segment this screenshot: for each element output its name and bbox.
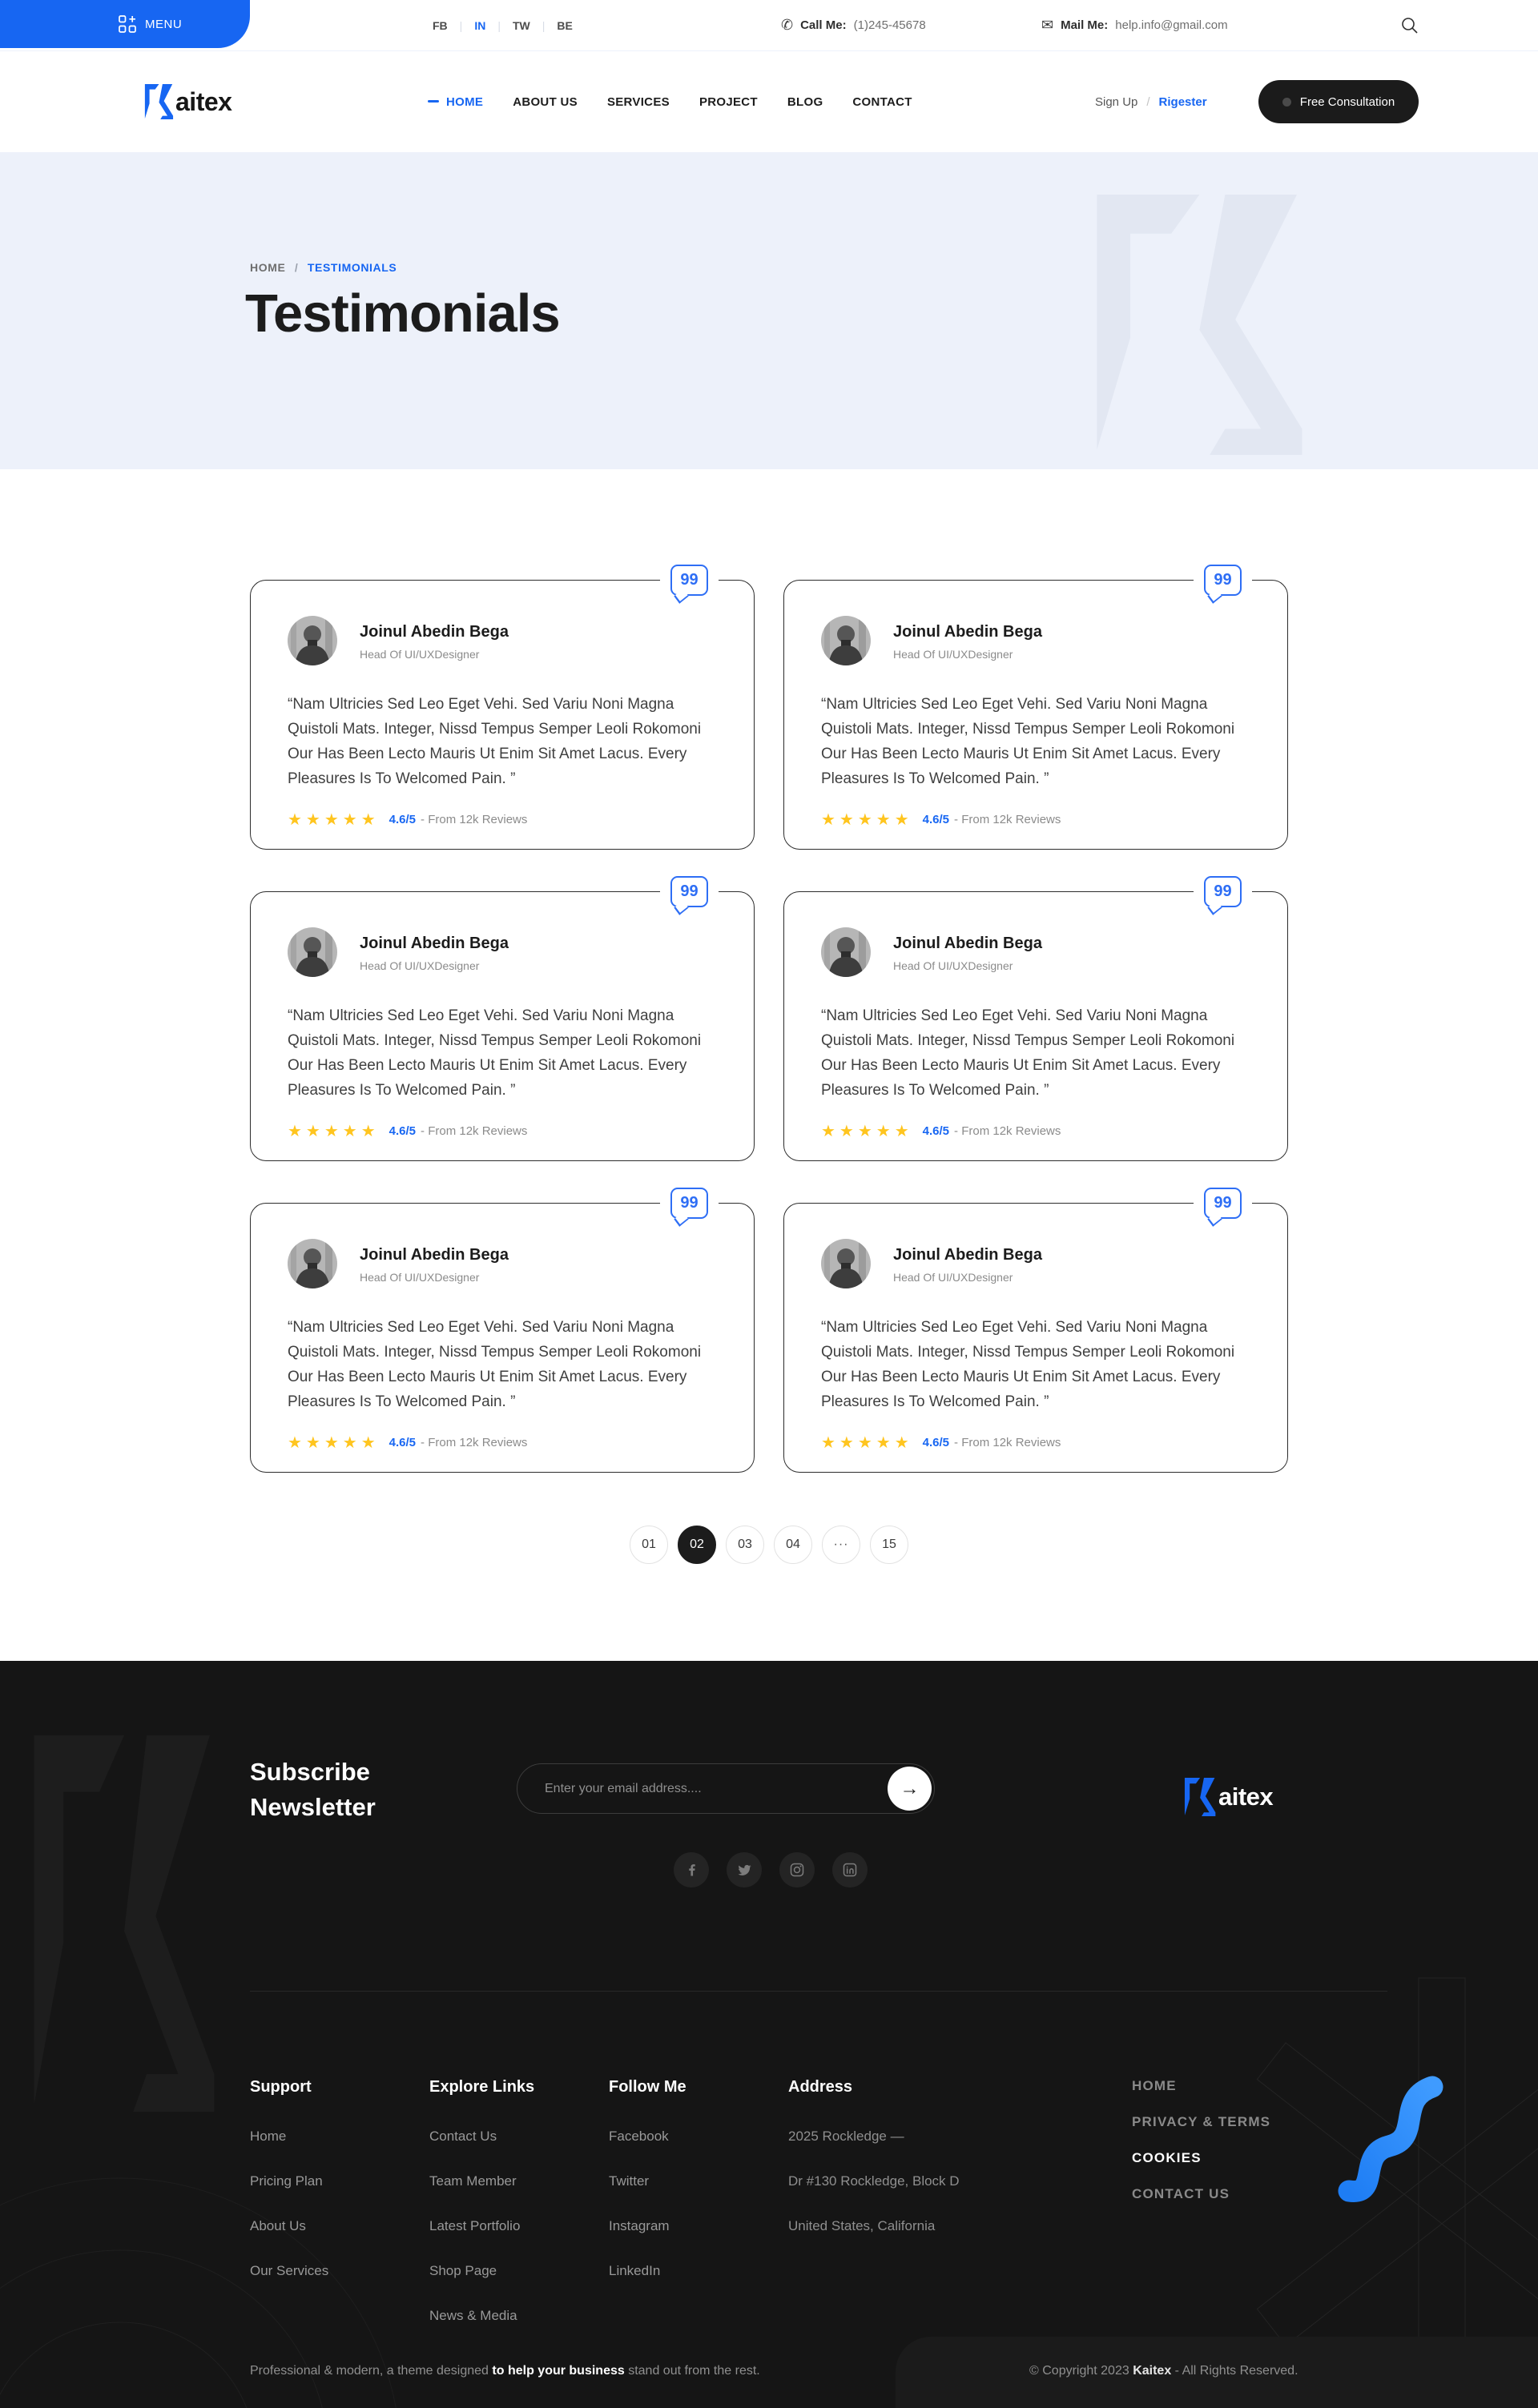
footer-link-our-services[interactable]: Our Services: [250, 2263, 329, 2278]
footer-tagline: Professional & modern, a theme designed to help your business stand out from the rest.: [250, 2364, 760, 2378]
separator: |: [542, 18, 546, 32]
arrow-right-icon: →: [900, 1777, 920, 1799]
top-bar: [0, 0, 1538, 51]
column-title: Explore Links: [429, 2078, 535, 2096]
twitter-icon[interactable]: [727, 1852, 762, 1887]
rating-score: 4.6/5: [389, 813, 417, 826]
legal-link-contact-us[interactable]: CONTACT US: [1132, 2186, 1230, 2201]
legal-link-home[interactable]: HOME: [1132, 2078, 1177, 2093]
kaitex-k-icon: [144, 82, 179, 121]
testimonial-quote: “Nam Ultricies Sed Leo Eget Vehi. Sed Variu Noni Magna Quistoli Mats. Integer, Nissd Tempus Semper Leoli Rokomoni Our Has Been Lecto Mauris Ut Enim Sit Amet Lacus. Every Pleasures Is To Welcomed Pain. ”: [288, 1319, 702, 1410]
rating-score: 4.6/5: [922, 1436, 950, 1449]
quote-badge: [1194, 565, 1252, 596]
footer-link-pricing-plan[interactable]: Pricing Plan: [250, 2173, 323, 2189]
quote-badge: [660, 565, 719, 596]
nav-services[interactable]: SERVICES: [606, 94, 670, 109]
reviewer-name: Joinul Abedin Bega: [360, 1246, 509, 1264]
footer-link-team-member[interactable]: Team Member: [429, 2173, 517, 2189]
address-line: United States, California: [788, 2218, 936, 2233]
footer-link-contact-us[interactable]: Contact Us: [429, 2129, 497, 2144]
instagram-icon[interactable]: [779, 1852, 815, 1887]
dot-icon: [1282, 98, 1291, 107]
register-link[interactable]: Rigester: [1158, 94, 1207, 109]
footer-link-instagram[interactable]: Instagram: [609, 2218, 670, 2233]
star-icons: ★★★★★: [288, 811, 380, 829]
facebook-icon[interactable]: [674, 1852, 709, 1887]
footer-col-explore: [429, 2078, 609, 2353]
search-button[interactable]: [1400, 0, 1419, 50]
avatar: [821, 927, 871, 977]
topbar-social-links: [433, 0, 573, 50]
testimonial-card: [250, 571, 755, 850]
reviewer-role: Head Of UI/UXDesigner: [360, 1271, 480, 1284]
testimonial-card: [783, 882, 1288, 1161]
copyright-text: © Copyright 2023 Kaitex - All Rights Reserved.: [1029, 2364, 1298, 2378]
call-label: Call Me:: [800, 18, 847, 32]
newsletter-email-input[interactable]: [517, 1764, 870, 1813]
pagination-page-03[interactable]: 03: [726, 1526, 764, 1564]
footer-link-facebook[interactable]: Facebook: [609, 2129, 669, 2144]
reviewer-name: Joinul Abedin Bega: [893, 935, 1042, 952]
testimonial-quote: “Nam Ultricies Sed Leo Eget Vehi. Sed Variu Noni Magna Quistoli Mats. Integer, Nissd Tempus Semper Leoli Rokomoni Our Has Been Lecto Mauris Ut Enim Sit Amet Lacus. Every Pleasures Is To Welcomed Pain. ”: [821, 1007, 1235, 1099]
breadcrumb: [250, 261, 397, 274]
quote-badge-text: 99: [680, 571, 699, 589]
footer-link-news-media[interactable]: News & Media: [429, 2308, 517, 2323]
social-link-fb[interactable]: FB: [433, 18, 448, 32]
kaitex-k-icon: [1184, 1776, 1222, 1818]
column-title: Follow Me: [609, 2078, 686, 2096]
testimonials-section: [0, 469, 1538, 1661]
testimonial-card: [783, 571, 1288, 850]
footer-link-shop-page[interactable]: Shop Page: [429, 2263, 497, 2278]
mail-address: help.info@gmail.com: [1115, 18, 1228, 32]
reviewer-role: Head Of UI/UXDesigner: [893, 648, 1013, 661]
quote-badge-text: 99: [1214, 1194, 1232, 1212]
search-icon: [1400, 16, 1419, 34]
rating-row: [821, 810, 1250, 830]
pagination-page-01[interactable]: 01: [630, 1526, 668, 1564]
footer-col-follow: [609, 2078, 788, 2353]
avatar: [821, 1239, 871, 1288]
active-dash-icon: [428, 100, 439, 103]
quote-badge-text: 99: [1214, 882, 1232, 900]
social-link-tw[interactable]: TW: [512, 18, 530, 32]
envelope-icon: ✉: [1041, 17, 1054, 33]
reviewer-name: Joinul Abedin Bega: [893, 623, 1042, 641]
menu-button[interactable]: [0, 0, 250, 48]
rating-score: 4.6/5: [922, 813, 950, 826]
star-icons: ★★★★★: [821, 1434, 913, 1452]
breadcrumb-current: TESTIMONIALS: [307, 261, 397, 274]
sign-up-link[interactable]: Sign Up: [1095, 94, 1138, 109]
rating-row: [821, 1433, 1250, 1453]
quote-badge-text: 99: [1214, 571, 1232, 589]
footer-brand-logo[interactable]: [1184, 1776, 1273, 1818]
star-icons: ★★★★★: [288, 1434, 380, 1452]
column-title: Address: [788, 2078, 853, 2096]
breadcrumb-home-link[interactable]: HOME: [250, 261, 286, 274]
reviewer-name: Joinul Abedin Bega: [360, 935, 509, 952]
nav-home[interactable]: HOME: [428, 95, 483, 109]
rating-row: [821, 1121, 1250, 1141]
reviews-count: - From 12k Reviews: [954, 1124, 1061, 1138]
menu-label: MENU: [145, 17, 183, 31]
rating-score: 4.6/5: [922, 1124, 950, 1138]
footer-columns: [250, 2078, 1029, 2353]
rating-row: [288, 1433, 717, 1453]
rating-score: 4.6/5: [389, 1436, 417, 1449]
pagination-page-04[interactable]: 04: [774, 1526, 812, 1564]
call-info: [781, 0, 926, 50]
auth-links: [1095, 51, 1207, 152]
reviewer-role: Head Of UI/UXDesigner: [360, 648, 480, 661]
quote-badge-text: 99: [680, 1194, 699, 1212]
star-icons: ★★★★★: [821, 1123, 913, 1140]
footer-link-home[interactable]: Home: [250, 2129, 287, 2144]
testimonial-quote: “Nam Ultricies Sed Leo Eget Vehi. Sed Variu Noni Magna Quistoli Mats. Integer, Nissd Tempus Semper Leoli Rokomoni Our Has Been Lecto Mauris Ut Enim Sit Amet Lacus. Every Pleasures Is To Welcomed Pain. ”: [821, 696, 1235, 787]
reviewer-name: Joinul Abedin Bega: [360, 623, 509, 641]
social-link-be[interactable]: BE: [557, 18, 573, 32]
quote-badge: [1194, 1188, 1252, 1219]
quote-badge-text: 99: [680, 882, 699, 900]
main-nav: [428, 51, 912, 152]
column-title: Support: [250, 2078, 312, 2096]
nav-about-us[interactable]: ABOUT US: [513, 94, 578, 109]
reviews-count: - From 12k Reviews: [421, 813, 528, 826]
pagination-page-15[interactable]: 15: [870, 1526, 908, 1564]
separator: /: [294, 261, 299, 274]
pagination: [0, 1526, 1538, 1564]
squiggle-decoration: [1335, 2069, 1455, 2205]
reviews-count: - From 12k Reviews: [954, 813, 1061, 826]
star-icons: ★★★★★: [821, 811, 913, 829]
footer-col-address: [788, 2078, 1029, 2353]
legal-link-privacy-terms[interactable]: PRIVACY & TERMS: [1132, 2114, 1271, 2129]
pagination-page-02-active[interactable]: 02: [678, 1526, 716, 1564]
rating-score: 4.6/5: [389, 1124, 417, 1138]
avatar: [288, 616, 337, 665]
phone-icon: ✆: [781, 17, 794, 33]
k-watermark-icon: [1092, 195, 1348, 455]
star-icons: ★★★★★: [288, 1123, 380, 1140]
testimonial-quote: “Nam Ultricies Sed Leo Eget Vehi. Sed Variu Noni Magna Quistoli Mats. Integer, Nissd Tempus Semper Leoli Rokomoni Our Has Been Lecto Mauris Ut Enim Sit Amet Lacus. Every Pleasures Is To Welcomed Pain. ”: [288, 1007, 702, 1099]
reviewer-name: Joinul Abedin Bega: [893, 1246, 1042, 1264]
reviews-count: - From 12k Reviews: [954, 1436, 1061, 1449]
testimonials-grid: [250, 571, 1288, 1473]
free-consultation-button[interactable]: [1258, 80, 1419, 123]
pagination-ellipsis: ···: [822, 1526, 860, 1564]
nav-contact[interactable]: CONTACT: [852, 94, 912, 109]
avatar: [288, 1239, 337, 1288]
reviews-count: - From 12k Reviews: [421, 1124, 528, 1138]
footer-link-about-us[interactable]: About Us: [250, 2218, 306, 2233]
footer-link-twitter[interactable]: Twitter: [609, 2173, 650, 2189]
reviewer-role: Head Of UI/UXDesigner: [893, 959, 1013, 972]
quote-badge: [1194, 876, 1252, 907]
reviewer-role: Head Of UI/UXDesigner: [893, 1271, 1013, 1284]
brand-text: aitex: [175, 86, 232, 116]
rating-row: [288, 810, 717, 830]
footer: [0, 1661, 1538, 2408]
newsletter-form: [517, 1763, 935, 1814]
separator: |: [459, 18, 463, 32]
footer-divider: [250, 1991, 1387, 1992]
newsletter-title: Subscribe Newsletter: [250, 1758, 376, 1821]
footer-link-linkedin[interactable]: LinkedIn: [609, 2263, 661, 2278]
rating-row: [288, 1121, 717, 1141]
legal-link-cookies[interactable]: COOKIES: [1132, 2150, 1202, 2165]
brand-logo[interactable]: [144, 51, 232, 152]
page-title: Testimonials: [245, 283, 560, 344]
avatar: [288, 927, 337, 977]
address-line: Dr #130 Rockledge, Block D: [788, 2173, 960, 2189]
footer-col-support: [250, 2078, 429, 2353]
brand-text: aitex: [1218, 1783, 1274, 1811]
testimonial-card: [250, 882, 755, 1161]
reviewer-role: Head Of UI/UXDesigner: [360, 959, 480, 972]
separator: /: [1146, 94, 1150, 109]
hero-banner: [0, 152, 1538, 469]
address-line: 2025 Rockledge —: [788, 2129, 904, 2144]
linkedin-icon[interactable]: [832, 1852, 868, 1887]
mail-info: [1041, 0, 1228, 50]
quote-badge: [660, 876, 719, 907]
grid-menu-icon: [119, 15, 136, 33]
mail-label: Mail Me:: [1061, 18, 1109, 32]
cta-label: Free Consultation: [1299, 94, 1395, 109]
newsletter-submit-button[interactable]: [888, 1767, 932, 1811]
nav-blog[interactable]: BLOG: [787, 94, 823, 109]
avatar: [821, 616, 871, 665]
footer-social-icons: [674, 1852, 868, 1887]
nav-project[interactable]: PROJECT: [699, 94, 758, 109]
quote-badge: [660, 1188, 719, 1219]
call-number: (1)245-45678: [853, 18, 926, 32]
footer-link-latest-portfolio[interactable]: Latest Portfolio: [429, 2218, 521, 2233]
main-header: [0, 51, 1538, 152]
separator: |: [497, 18, 501, 32]
testimonial-quote: “Nam Ultricies Sed Leo Eget Vehi. Sed Variu Noni Magna Quistoli Mats. Integer, Nissd Tempus Semper Leoli Rokomoni Our Has Been Lecto Mauris Ut Enim Sit Amet Lacus. Every Pleasures Is To Welcomed Pain. ”: [288, 696, 702, 787]
testimonial-card: [783, 1194, 1288, 1473]
k-watermark-icon: [30, 1735, 255, 2112]
social-link-in[interactable]: IN: [474, 18, 486, 32]
testimonial-card: [250, 1194, 755, 1473]
footer-legal-nav: [1132, 2078, 1270, 2222]
reviews-count: - From 12k Reviews: [421, 1436, 528, 1449]
testimonial-quote: “Nam Ultricies Sed Leo Eget Vehi. Sed Variu Noni Magna Quistoli Mats. Integer, Nissd Tempus Semper Leoli Rokomoni Our Has Been Lecto Mauris Ut Enim Sit Amet Lacus. Every Pleasures Is To Welcomed Pain. ”: [821, 1319, 1235, 1410]
